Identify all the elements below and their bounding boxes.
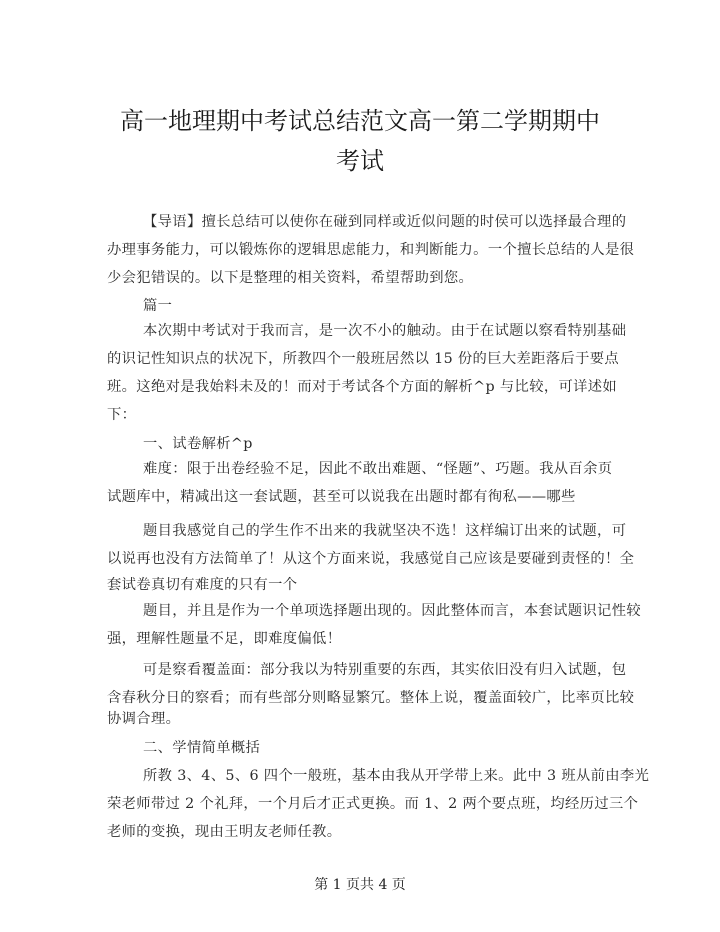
body-line: 题目，并且是作为一个单项选择题出现的。因此整体而言，本套试题识记性较 xyxy=(143,603,641,619)
body-line: 下： xyxy=(107,407,137,423)
body-line: 难度：限于出卷经验不足，因此不敢出难题、“怪题”、巧题。我从百余页 xyxy=(143,461,613,477)
intro-line: 少会犯错误的。以下是整理的相关资料，希望帮助到您。 xyxy=(107,270,474,286)
body-line: 题目我感觉自己的学生作不出来的我就坚决不选！这样编订出来的试题，可 xyxy=(143,523,627,539)
body-line: 协调合理。 xyxy=(107,711,181,727)
body-line: 所教 3、4、5、6 四个一般班，基本由我从开学带上来。此中 3 班从前由李光 xyxy=(143,768,650,784)
body-line: 本次期中考试对于我而言，是一次不小的触动。由于在试题以察看特别基础 xyxy=(143,323,627,339)
body-line: 的识记性知识点的状况下，所教四个一般班居然以 15 份的巨大差距落后于要点 xyxy=(107,351,620,367)
body-line: 强，理解性题量不足，即难度偏低！ xyxy=(107,631,342,647)
intro-line: 【导语】擅长总结可以使你在碰到同样或近似问题的时侯可以选择最合理的 xyxy=(143,214,627,230)
section-heading: 篇一 xyxy=(143,298,173,314)
body-line: 含春秋分日的察看；而有些部分则略显繁冗。整体上说，覆盖面较广，比率页比较 xyxy=(107,690,635,706)
body-line: 老师的变换，现由王明友老师任教。 xyxy=(107,824,342,840)
body-line: 套试卷真切有难度的只有一个 xyxy=(107,577,298,593)
body-line: 试题库中，精减出这一套试题，甚至可以说我在出题时都有徇私——哪些 xyxy=(107,489,576,505)
body-line: 可是察看覆盖面：部分我以为特别重要的东西，其实依旧没有归入试题，包 xyxy=(143,662,627,678)
page-number-footer: 第 1 页共 4 页 xyxy=(314,877,406,893)
section-heading: 一、试卷解析^p xyxy=(143,436,253,452)
document-title-line-2: 考试 xyxy=(336,147,384,175)
section-heading: 二、学情简单概括 xyxy=(143,740,261,756)
body-line: 以说再也没有方法简单了！从这个方面来说，我感觉自己应该是要碰到责怪的！全 xyxy=(107,551,635,567)
document-title-line-1: 高一地理期中考试总结范文高一第二学期期中 xyxy=(120,107,600,135)
body-line: 荣老师带过 2 个礼拜，一个月后才正式更换。而 1、2 两个要点班，均经历过三个 xyxy=(107,796,639,812)
body-line: 班。这绝对是我始料未及的！而对于考试各个方面的解析^p 与比较，可详述如 xyxy=(107,379,618,395)
intro-line: 办理事务能力，可以锻炼你的逻辑思虑能力，和判断能力。一个擅长总结的人是很 xyxy=(107,242,635,258)
